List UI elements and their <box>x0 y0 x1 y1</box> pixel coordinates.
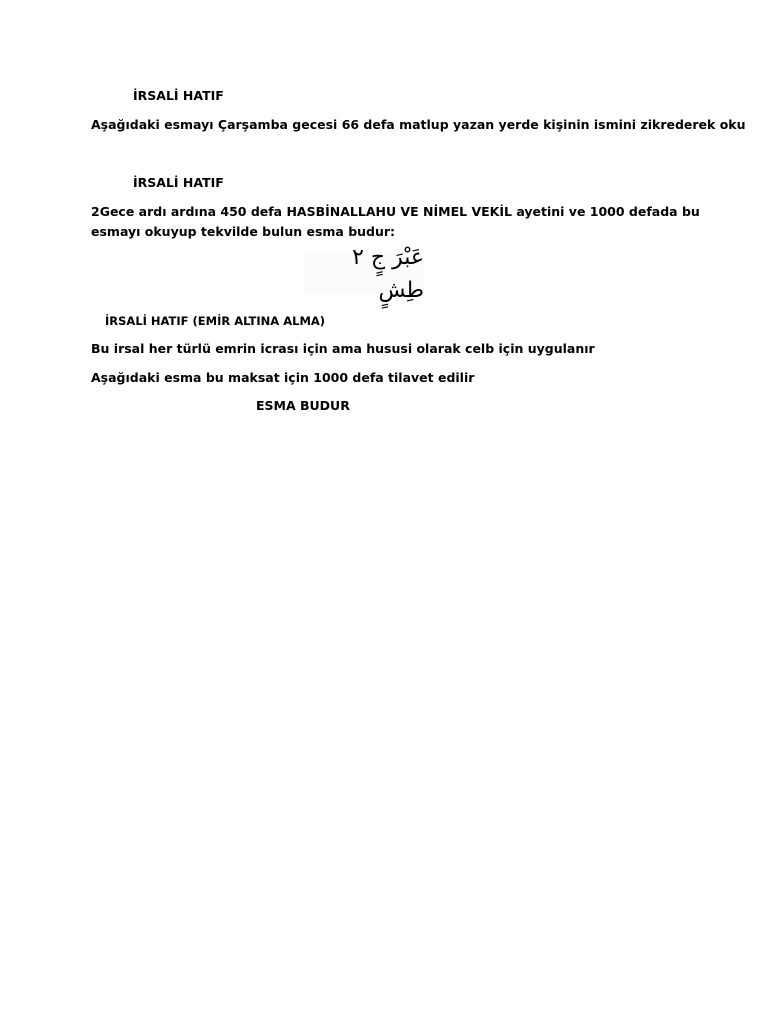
section-2-heading: İRSALİ HATIF <box>133 175 224 190</box>
section-3-text-line-2: Aşağıdaki esma bu maksat için 1000 defa tilavet edilir <box>91 370 475 385</box>
section-3-text-line-1: Bu irsal her türlü emrin icrası için ama hususi olarak celb için uygulanır <box>91 341 595 356</box>
section-2-text-line-2: esmayı okuyup tekvilde bulun esma budur: <box>91 224 396 239</box>
section-3-heading: İRSALİ HATIF (EMİR ALTINA ALMA) <box>105 314 326 328</box>
section-1-text: Aşağıdaki esmayı Çarşamba gecesi 66 defa matlup yazan yerde kişinin ismini zikrederek oku <box>91 117 746 132</box>
section-3-closing: ESMA BUDUR <box>256 398 350 413</box>
arabic-esma: عَبْرَ جٍ ٢ طِشٍ <box>304 254 424 294</box>
section-1-heading: İRSALİ HATIF <box>133 88 224 103</box>
section-2-text-line-1: 2Gece ardı ardına 450 defa HASBİNALLAHU VE NİMEL VEKİL ayetini ve 1000 defada bu <box>91 204 700 219</box>
